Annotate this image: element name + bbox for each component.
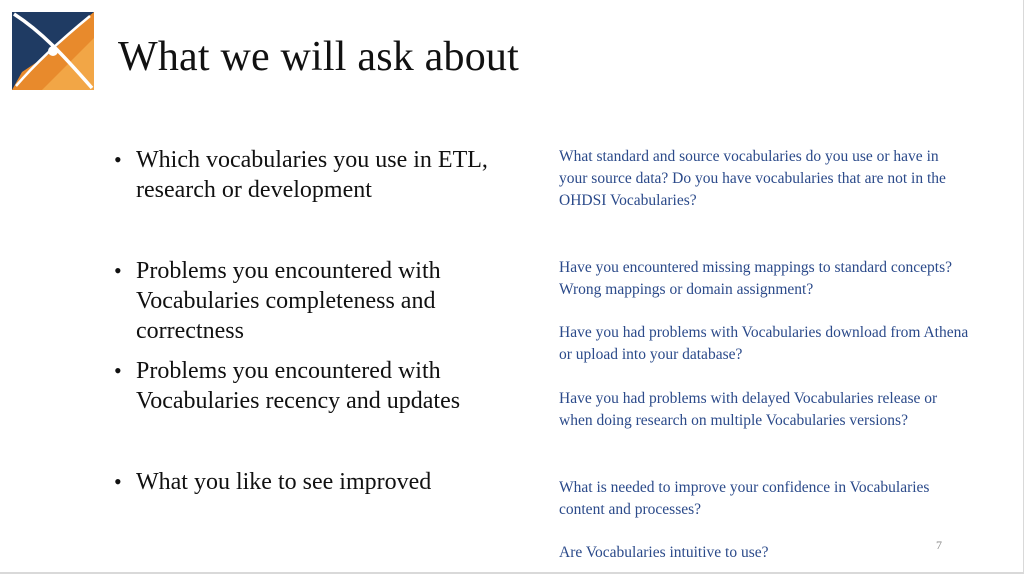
bullet-completeness: • Problems you encountered with Vocabularies completeness and correctness (112, 256, 532, 346)
page-number: 7 (936, 538, 942, 552)
note-intuitive: Are Vocabularies intuitive to use? (559, 544, 769, 561)
bullet-improvements: • What you like to see improved (112, 467, 532, 497)
bullet-vocabularies-used: • Which vocabularies you use in ETL, research or development (112, 145, 532, 205)
ohdsi-logo-icon (12, 12, 94, 90)
note-vocabularies-used: What standard and source vocabularies do you use or have in your source data? Do you have vocabularies that are not in the OHDSI Vocabularies? (559, 148, 946, 209)
note-confidence: What is needed to improve your confidence in Vocabularies content and processes? (559, 479, 930, 518)
note-release: Have you had problems with delayed Vocabularies release or when doing research on multiple Vocabularies versions? (559, 390, 938, 429)
slide-title: What we will ask about (118, 34, 519, 80)
bullet-recency: • Problems you encountered with Vocabularies recency and updates (112, 356, 532, 416)
note-download: Have you had problems with Vocabularies download from Athena or upload into your database? (559, 324, 969, 363)
note-mappings: Have you encountered missing mappings to standard concepts? Wrong mappings or domain assignment? (559, 259, 952, 298)
